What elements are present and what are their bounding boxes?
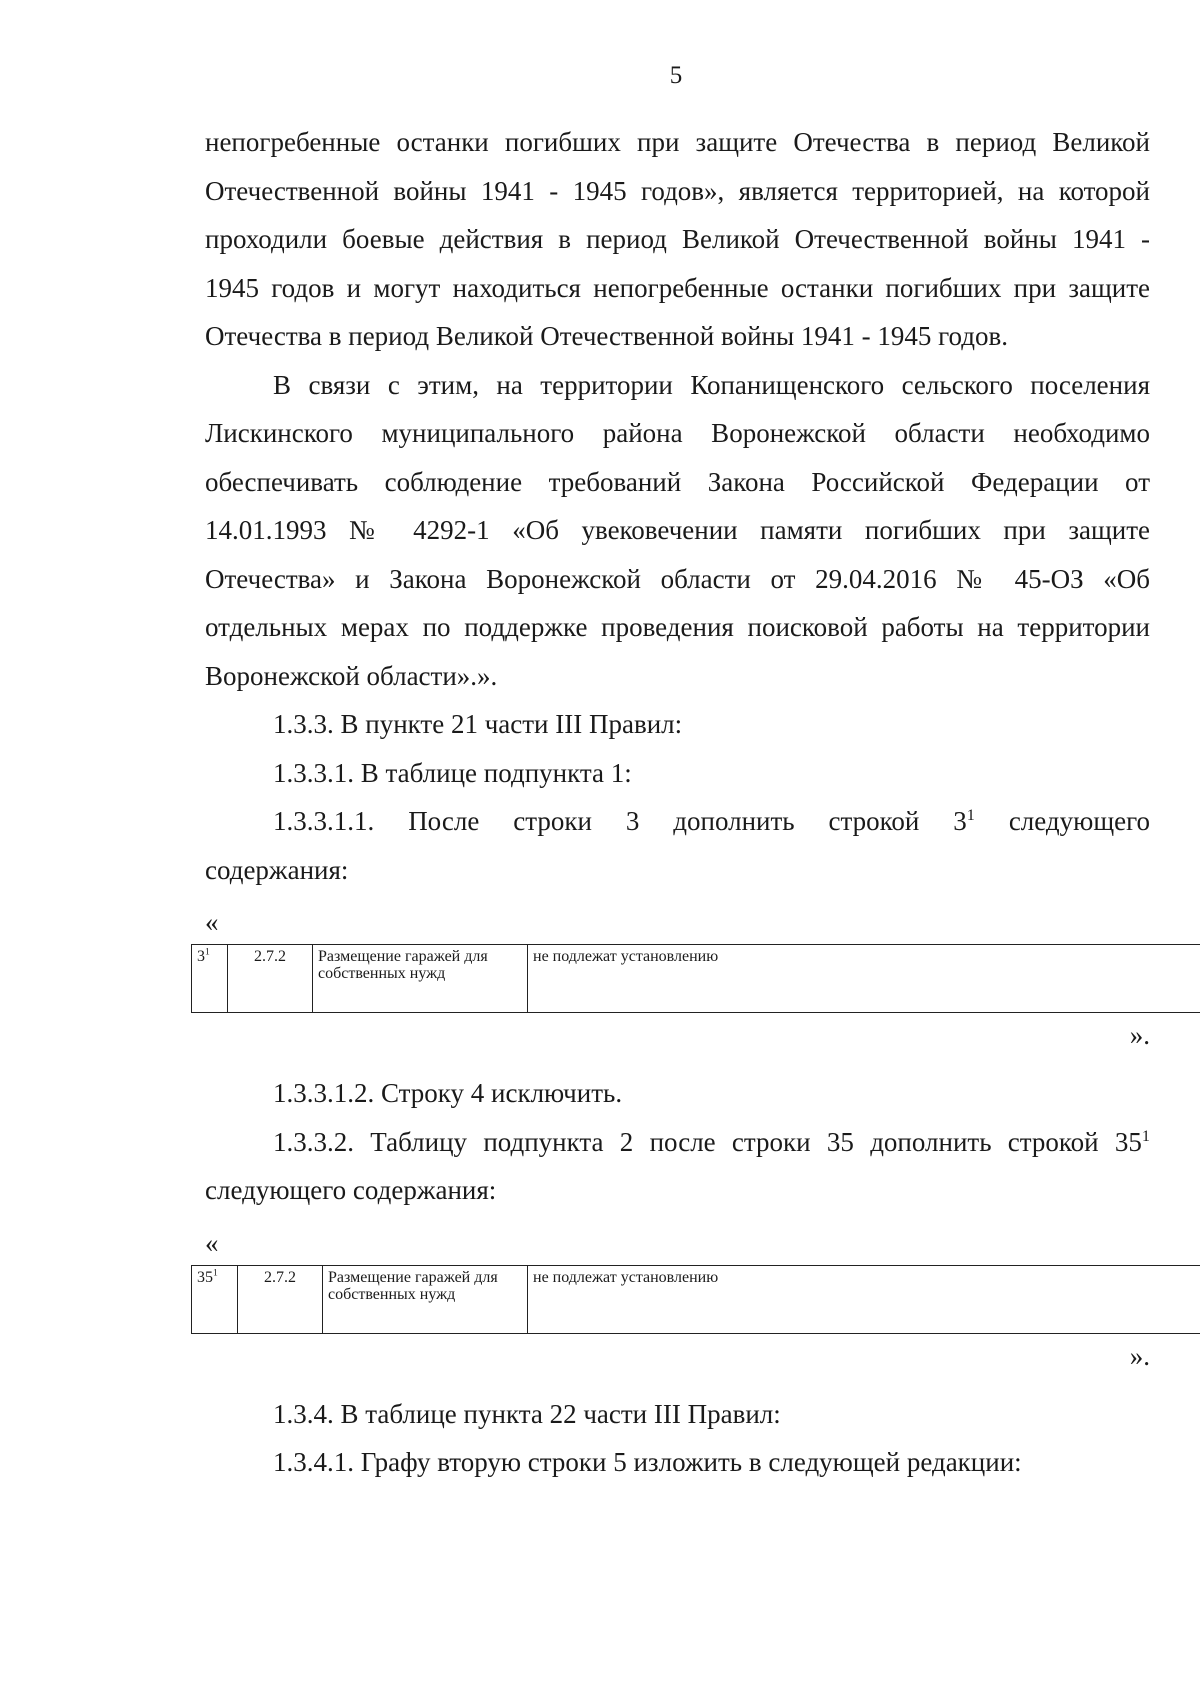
text-line: Отечества в период Великой Отечественной войны 1941 - 1945 годов. [205,321,1008,351]
text-line: проходили боевые действия в период Великой Отечественной войны 1941 - [205,224,1150,254]
amendment-table-2 [191,1265,1200,1334]
code-cell: 2.7.2 [228,945,313,1013]
item-1-3-3-1-1 [205,797,1150,894]
text-line: обеспечивать соблюдение требований Закона Российской Федерации от [205,466,1150,497]
code-cell: 2.7.2 [238,1265,323,1333]
item-1-3-4: 1.3.4. В таблице пункта 22 части III Правил: [273,1398,781,1429]
page-number: 5 [669,62,683,89]
text-line [205,797,1150,846]
item-text-tail: следующего [974,806,1150,836]
text-line: 14.01.1993 № 4292-1 «Об увековечении памяти погибших при защите [205,515,1150,545]
value-cell: не подлежат установлению [528,1265,1200,1333]
item-1-3-4-1: 1.3.4.1. Графу вторую строки 5 изложить в следующей редакции: [273,1447,1022,1477]
text-line: В связи с этим, на территории Копанищенского сельского поселения [273,369,1150,400]
superscript: 1 [1141,1126,1150,1145]
value-cell: не подлежат установлению [528,945,1200,1013]
opening-quote: « [205,907,219,937]
paragraph-in-this-regard [205,361,1150,701]
name-cell: Размещение гаражей для собственных нужд [313,945,528,1013]
name-cell: Размещение гаражей для собственных нужд [323,1265,528,1333]
item-1-3-3-2 [205,1118,1150,1215]
item-text: 1.3.3.2. Таблицу подпункта 2 после строки 35 дополнить строкой 35 [273,1126,1142,1157]
row-number-cell: $3^1$ [192,945,228,1013]
item-text: 1.3.3.1.1. После строки 3 дополнить строкой 3 [273,806,967,836]
closing-quote: ». [1129,1020,1150,1050]
document-body [197,118,1150,1487]
row-number-cell: $35^1$ [192,1265,238,1333]
text-line: 1945 годов и могут находиться непогребенные останки погибших при защите [205,272,1150,303]
text-line: Отечества» и Закона Воронежской области от 29.04.2016 № 45-ОЗ «Об [205,563,1150,594]
text-line: Лискинского муниципального района Воронежской области необходимо [205,418,1150,448]
superscript: 1 [966,806,975,824]
text-line: следующего содержания: [205,1175,497,1205]
item-1-3-3-1: 1.3.3.1. В таблице подпункта 1: [273,757,632,788]
text-line: непогребенные останки погибших при защите Отечества в период Великой [205,127,1150,157]
paragraph-continuation [205,118,1150,361]
closing-quote: ». [1129,1340,1150,1371]
table-row [192,945,1200,1013]
item-1-3-3: 1.3.3. В пункте 21 части III Правил: [273,709,683,739]
opening-quote: « [205,1227,219,1258]
text-line: Воронежской области».». [205,660,498,691]
table-row [192,1265,1200,1333]
text-line [205,1118,1150,1167]
item-1-3-3-1-2: 1.3.3.1.2. Строку 4 исключить. [273,1078,623,1108]
text-line: отдельных мерах по поддержке проведения поисковой работы на территории [205,612,1150,642]
text-line: Отечественной войны 1941 - 1945 годов», является территорией, на которой [205,175,1150,206]
amendment-table-1 [191,944,1200,1013]
text-line: содержания: [205,854,349,885]
